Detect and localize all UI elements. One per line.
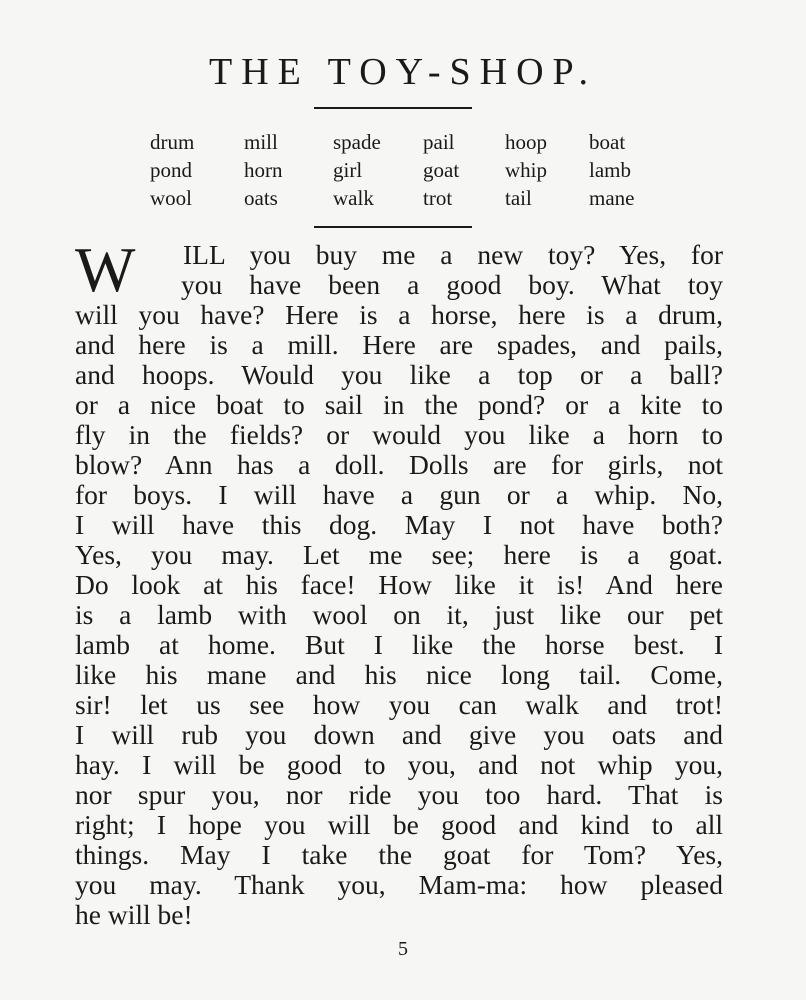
page-title: THE TOY-SHOP. (209, 51, 597, 93)
story-line: lamb at home. But I like the horse best. I (75, 629, 723, 660)
story-line: or a nice boat to sail in the pond? or a kite to (75, 389, 723, 420)
story-line: like his mane and his nice long tail. Come, (75, 659, 723, 690)
vocabulary-word: spade (333, 130, 381, 154)
story-line: is a lamb with wool on it, just like our pet (75, 599, 723, 630)
vocabulary-word: mane (589, 186, 635, 210)
story-line: I will have this dog. May I not have both? (75, 509, 723, 540)
story-line: he will be! (75, 899, 193, 930)
vocabulary-word: trot (423, 186, 453, 210)
vocabulary-word: pond (150, 158, 192, 182)
story-line: things. May I take the goat for Tom? Yes, (75, 839, 723, 870)
vocabulary-word: whip (505, 158, 547, 182)
story-line: will you have? Here is a horse, here is a drum, (75, 299, 723, 330)
story-line: Yes, you may. Let me see; here is a goat. (75, 539, 723, 570)
wordlist-rule-bottom (314, 226, 472, 228)
vocabulary-word: hoop (505, 130, 547, 154)
story-line: fly in the fields? or would you like a horn to (75, 419, 723, 450)
story-line: hay. I will be good to you, and not whip you, (75, 749, 723, 780)
vocabulary-word: tail (505, 186, 532, 210)
story-line: sir! let us see how you can walk and trot! (75, 689, 723, 720)
vocabulary-word: pail (423, 130, 455, 154)
story-line: nor spur you, nor ride you too hard. That is (75, 779, 723, 810)
vocabulary-word: girl (333, 158, 363, 182)
vocabulary-word: boat (589, 130, 626, 154)
story-line: you may. Thank you, Mam-ma: how pleased (75, 869, 723, 900)
vocabulary-word: goat (423, 158, 460, 182)
story-line: and hoops. Would you like a top or a ball? (75, 359, 723, 390)
vocabulary-word: oats (244, 186, 278, 210)
vocabulary-word: mill (244, 130, 278, 154)
title-rule-top (314, 107, 472, 109)
story-line: blow? Ann has a doll. Dolls are for girls, not (75, 449, 723, 480)
page-number: 5 (398, 938, 408, 960)
vocabulary-word: walk (333, 186, 374, 210)
vocabulary-word: drum (150, 130, 195, 154)
vocabulary-word: wool (150, 186, 192, 210)
story-line: you have been a good boy. What toy (181, 269, 723, 300)
story-line: right; I hope you will be good and kind to all (75, 809, 723, 840)
vocabulary-table (150, 128, 669, 212)
story-line: and here is a mill. Here are spades, and pails, (75, 329, 723, 360)
story-line: ILL you buy me a new toy? Yes, for (183, 239, 723, 270)
story-line: I will rub you down and give you oats and (75, 719, 723, 750)
vocabulary-word: lamb (589, 158, 631, 182)
vocabulary-word: horn (244, 158, 283, 182)
vocabulary-word-list (150, 128, 670, 212)
drop-cap-letter: W (75, 234, 134, 305)
vocabulary-row (150, 128, 669, 156)
vocabulary-row (150, 184, 669, 212)
story-line: for boys. I will have a gun or a whip. No, (75, 479, 723, 510)
story-line: Do look at his face! How like it is! And here (75, 569, 723, 600)
vocabulary-row (150, 156, 669, 184)
story-text (75, 234, 723, 930)
